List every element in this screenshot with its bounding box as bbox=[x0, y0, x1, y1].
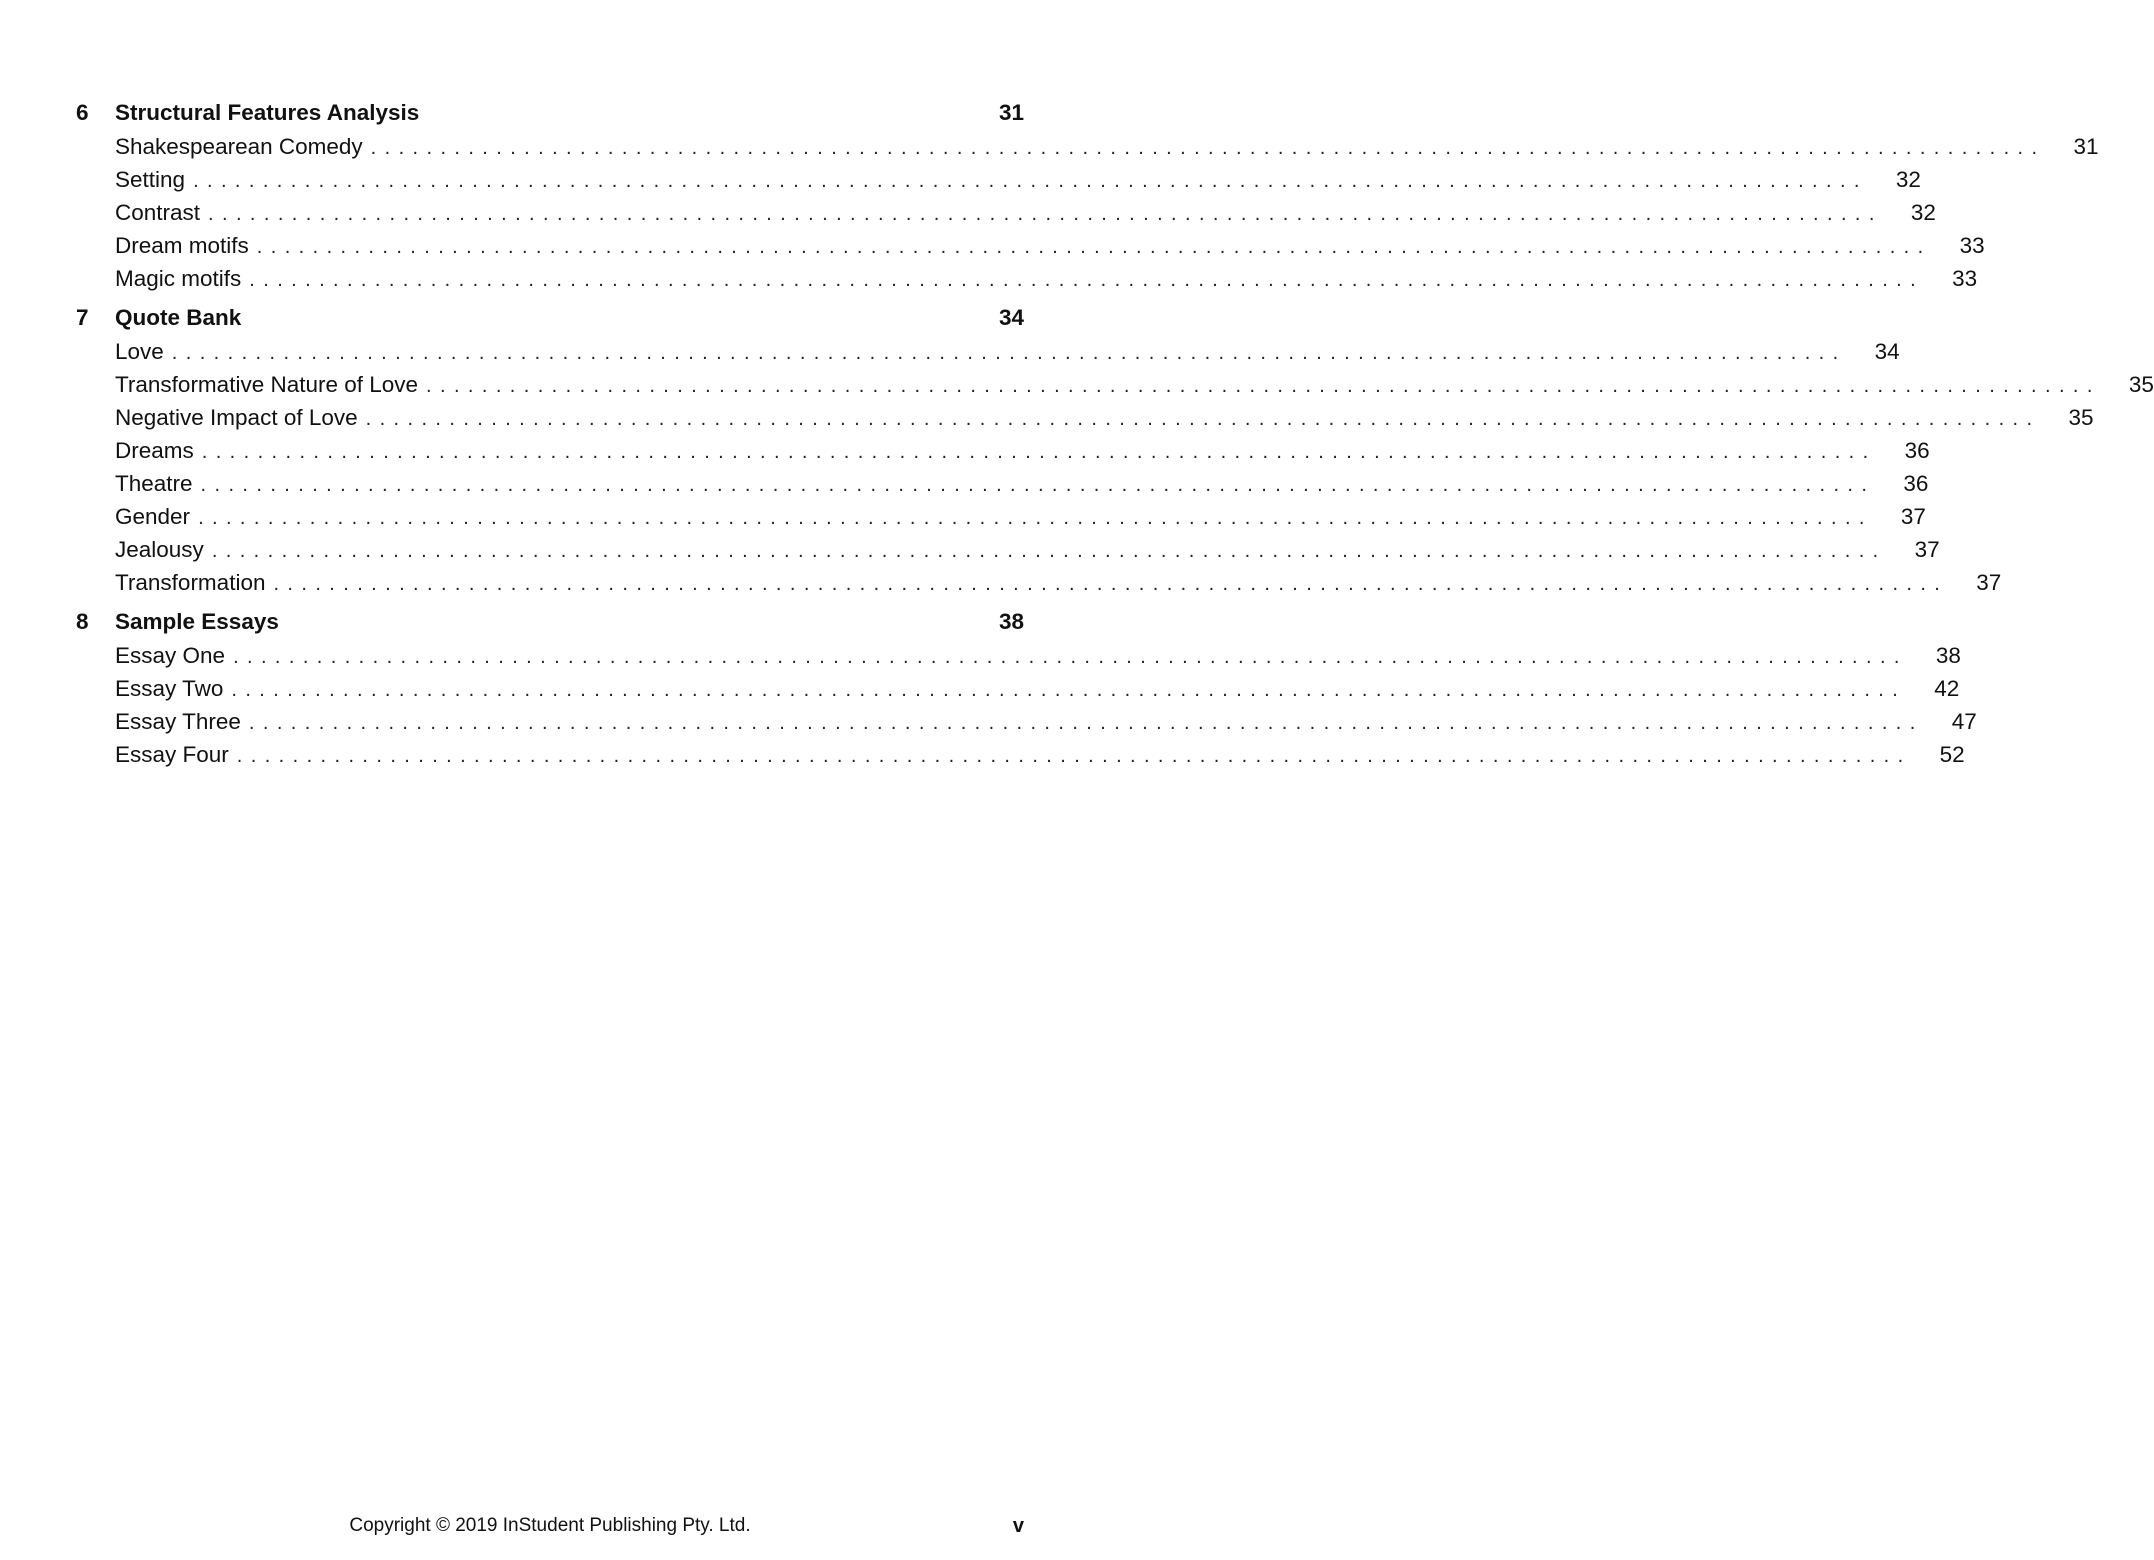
toc-entry[interactable] bbox=[76, 368, 2154, 401]
dot-leader: ........................................................................................................................ bbox=[233, 646, 1908, 668]
toc-entry[interactable] bbox=[76, 500, 1926, 533]
entry-page-number: 33 bbox=[1952, 266, 1978, 291]
dot-leader: ........................................................................................................................ bbox=[193, 170, 1868, 192]
toc-section-heading[interactable] bbox=[76, 301, 1024, 335]
section-number: 7 bbox=[76, 305, 89, 330]
dot-leader: ........................................................................................................................ bbox=[248, 712, 1924, 734]
entry-page-number: 35 bbox=[2128, 372, 2154, 397]
entry-title: Essay One bbox=[115, 643, 226, 668]
dot-leader: ........................................................................................................................ bbox=[249, 269, 1925, 291]
toc-section-heading[interactable] bbox=[76, 96, 1024, 130]
toc-entry[interactable] bbox=[76, 639, 1961, 672]
entry-page-number: 32 bbox=[1895, 167, 1921, 192]
entry-title: Love bbox=[115, 339, 164, 364]
entry-title: Essay Three bbox=[115, 709, 241, 734]
entry-page-number: 36 bbox=[1903, 471, 1929, 496]
entry-title: Jealousy bbox=[115, 537, 204, 562]
entry-page-number: 38 bbox=[1935, 643, 1961, 668]
dot-leader: ........................................................................................................................ bbox=[171, 342, 1847, 364]
section-number: 8 bbox=[76, 609, 89, 634]
section-page-number: 38 bbox=[998, 609, 1024, 634]
entry-title: Essay Four bbox=[115, 742, 229, 767]
dot-leader: ........................................................................................................................ bbox=[236, 745, 1912, 767]
toc-section bbox=[76, 301, 2154, 599]
toc-entry[interactable] bbox=[76, 533, 1940, 566]
toc-entry[interactable] bbox=[76, 401, 2094, 434]
entry-page-number: 32 bbox=[1910, 200, 1936, 225]
entry-title: Essay Two bbox=[115, 676, 224, 701]
entry-title: Transformative Nature of Love bbox=[115, 372, 419, 397]
toc-section bbox=[76, 605, 1977, 771]
dot-leader: ........................................................................................................................ bbox=[365, 408, 2041, 430]
entry-page-number: 36 bbox=[1904, 438, 1930, 463]
entry-page-number: 52 bbox=[1939, 742, 1965, 767]
entry-title: Shakespearean Comedy bbox=[115, 134, 363, 159]
toc-entry[interactable] bbox=[76, 705, 1977, 738]
entry-page-number: 47 bbox=[1951, 709, 1977, 734]
entry-page-number: 34 bbox=[1874, 339, 1900, 364]
section-title: Quote Bank bbox=[115, 305, 242, 330]
section-page-number: 31 bbox=[998, 100, 1024, 125]
page-footer bbox=[0, 1512, 1100, 1540]
entry-page-number: 37 bbox=[1976, 570, 2002, 595]
dot-leader: ........................................................................................................................ bbox=[426, 375, 2101, 397]
entry-page-number: 42 bbox=[1934, 676, 1960, 701]
toc-entry[interactable] bbox=[76, 566, 2002, 599]
dot-leader: ........................................................................................................................ bbox=[370, 137, 2046, 159]
toc-entry[interactable] bbox=[76, 163, 1921, 196]
entry-page-number: 35 bbox=[2068, 405, 2094, 430]
dot-leader: ........................................................................................................................ bbox=[200, 474, 1876, 496]
entry-page-number: 33 bbox=[1959, 233, 1985, 258]
entry-title: Dreams bbox=[115, 438, 194, 463]
section-number: 6 bbox=[76, 100, 89, 125]
toc-entry[interactable] bbox=[76, 196, 1936, 229]
toc-entry[interactable] bbox=[76, 672, 1960, 705]
toc-section-heading[interactable] bbox=[76, 605, 1024, 639]
toc-entry[interactable] bbox=[76, 262, 1978, 295]
dot-leader: ........................................................................................................................ bbox=[208, 203, 1883, 225]
toc-entry[interactable] bbox=[76, 335, 1900, 368]
entry-page-number: 37 bbox=[1914, 537, 1940, 562]
entry-title: Negative Impact of Love bbox=[115, 405, 358, 430]
dot-leader: ........................................................................................................................ bbox=[273, 573, 1949, 595]
entry-title: Magic motifs bbox=[115, 266, 242, 291]
entry-title: Transformation bbox=[115, 570, 266, 595]
toc-entry[interactable] bbox=[76, 434, 1930, 467]
copyright-notice: Copyright © 2019 InStudent Publishing Pty. Ltd. bbox=[349, 1515, 751, 1536]
section-page-number: 34 bbox=[998, 305, 1024, 330]
toc-entry[interactable] bbox=[76, 229, 1985, 262]
dot-leader: ........................................................................................................................ bbox=[231, 679, 1907, 701]
entry-title: Dream motifs bbox=[115, 233, 249, 258]
page-number: v bbox=[1012, 1515, 1024, 1537]
dot-leader: ........................................................................................................................ bbox=[211, 540, 1887, 562]
toc-section bbox=[76, 96, 2099, 295]
entry-page-number: 31 bbox=[2073, 134, 2099, 159]
toc-entry[interactable] bbox=[76, 467, 1929, 500]
entry-title: Theatre bbox=[115, 471, 193, 496]
entry-page-number: 37 bbox=[1900, 504, 1926, 529]
toc-entry[interactable] bbox=[76, 130, 2099, 163]
table-of-contents bbox=[76, 96, 2154, 777]
dot-leader: ........................................................................................................................ bbox=[256, 236, 1932, 258]
entry-title: Contrast bbox=[115, 200, 201, 225]
section-title: Structural Features Analysis bbox=[115, 100, 420, 125]
section-title: Sample Essays bbox=[115, 609, 279, 634]
dot-leader: ........................................................................................................................ bbox=[198, 507, 1873, 529]
entry-title: Setting bbox=[115, 167, 186, 192]
toc-entry[interactable] bbox=[76, 738, 1965, 771]
entry-title: Gender bbox=[115, 504, 191, 529]
dot-leader: ........................................................................................................................ bbox=[201, 441, 1877, 463]
